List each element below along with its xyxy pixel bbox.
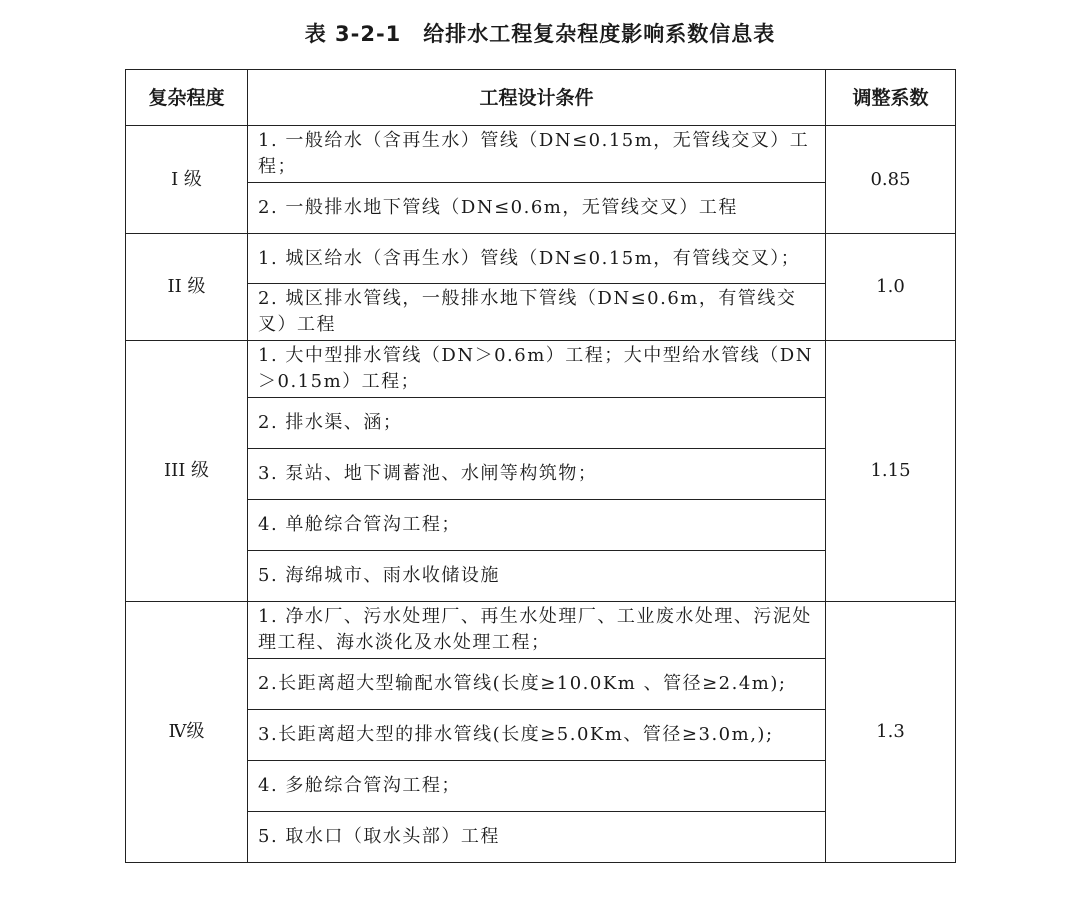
level-cell: III 级 [126,341,248,602]
condition-cell: 2. 城区排水管线，一般排水地下管线（DN≤0.6m，有管线交叉）工程 [248,284,826,341]
table-title: 表 3-2-1 给排水工程复杂程度影响系数信息表 [304,22,776,46]
level-cell: I 级 [126,126,248,234]
condition-cell: 1. 净水厂、污水处理厂、再生水处理厂、工业废水处理、污泥处理工程、海水淡化及水处理工程； [248,602,826,659]
condition-cell: 1. 大中型排水管线（DN＞0.6m）工程；大中型给水管线（DN＞0.15m）工程； [248,341,826,398]
coefficient-cell: 0.85 [826,126,956,234]
complexity-coefficient-table [125,69,956,863]
level-cell: Ⅳ级 [126,602,248,863]
header-row [126,70,956,126]
header-complexity: 复杂程度 [126,70,248,126]
condition-cell: 4. 单舱综合管沟工程； [248,500,826,551]
table-row [126,234,956,284]
condition-cell: 1. 一般给水（含再生水）管线（DN≤0.15m，无管线交叉）工程； [248,126,826,183]
condition-cell: 2. 一般排水地下管线（DN≤0.6m，无管线交叉）工程 [248,183,826,234]
condition-cell: 3.长距离超大型的排水管线(长度≥5.0Km、管径≥3.0m,); [248,710,826,761]
condition-cell: 5. 取水口（取水头部）工程 [248,812,826,863]
condition-cell: 5. 海绵城市、雨水收储设施 [248,551,826,602]
table-row [126,126,956,183]
coefficient-cell: 1.15 [826,341,956,602]
table-row [126,602,956,659]
condition-cell: 1. 城区给水（含再生水）管线（DN≤0.15m，有管线交叉）； [248,234,826,284]
condition-cell: 3. 泵站、地下调蓄池、水闸等构筑物； [248,449,826,500]
condition-cell: 4. 多舱综合管沟工程； [248,761,826,812]
condition-cell: 2. 排水渠、涵； [248,398,826,449]
table-row [126,341,956,398]
header-conditions: 工程设计条件 [248,70,826,126]
header-coefficient: 调整系数 [826,70,956,126]
coefficient-cell: 1.3 [826,602,956,863]
condition-cell: 2.长距离超大型输配水管线(长度≥10.0Km 、管径≥2.4m); [248,659,826,710]
level-cell: II 级 [126,234,248,341]
coefficient-cell: 1.0 [826,234,956,341]
